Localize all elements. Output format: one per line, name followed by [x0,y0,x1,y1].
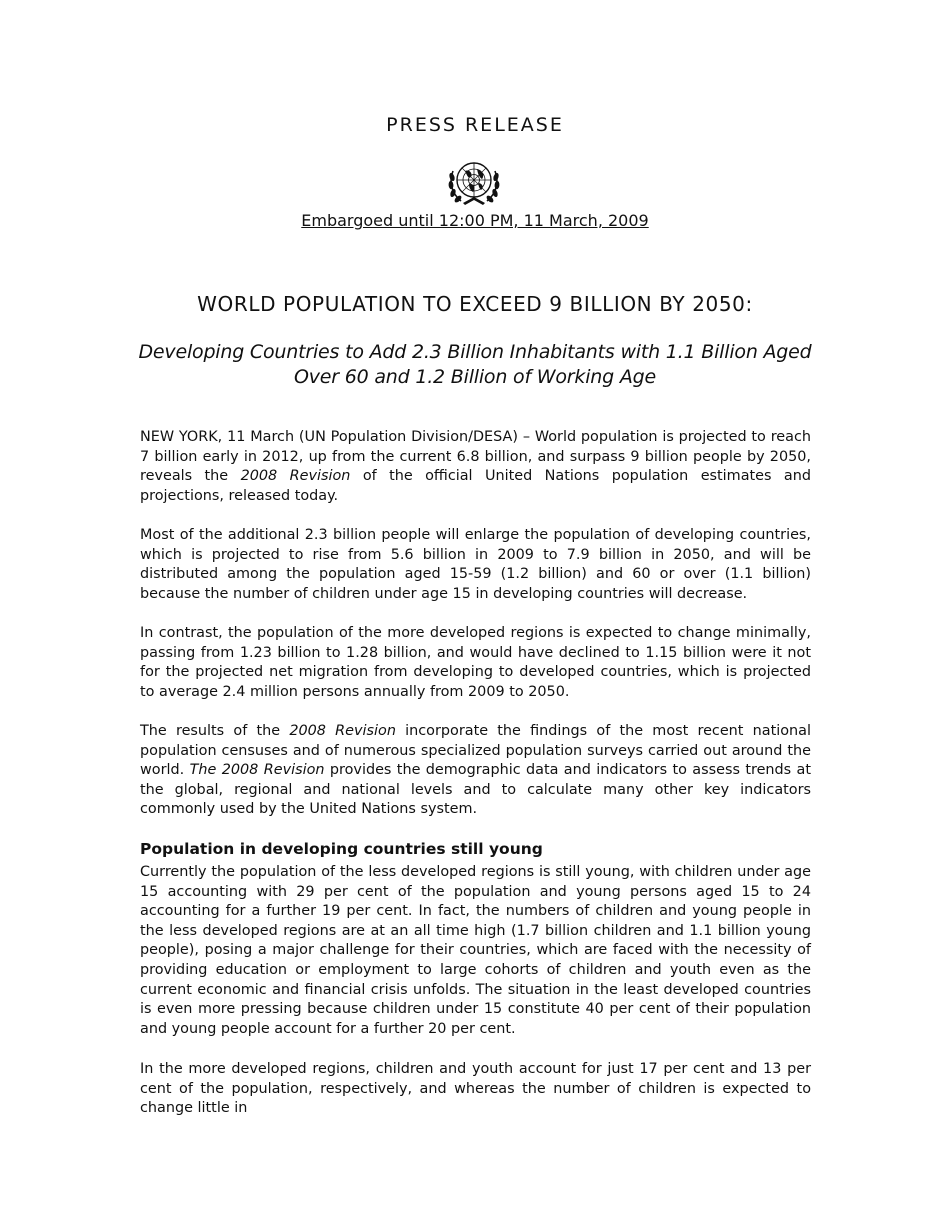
paragraph-4-text-a: The results of the [140,723,290,739]
embargo-notice: Embargoed until 12:00 PM, 11 March, 2009 [301,211,649,230]
paragraph-3-text: In contrast, the population of the more developed regions is expected to change minimally, passing from 1.23 billion to 1.28 billion, and would have declined to 1.15 billion were it not for the projected net migration from developing to developed countries, which is projected to average 2.4 million persons annually from 2009 to 2050. [140,625,811,700]
paragraph-1-text-a: NEW YORK, 11 March (UN Population Division/DESA) – World population is projected to reach 7 billion early in 2012, up from the current 6.8 billion, and surpass 9 billion people by 2050, reveals the [140,429,811,485]
paragraph-4-emphasis-2: The 2008 Revision [189,762,325,779]
paragraph-5 [140,863,811,1039]
paragraph-1-text-b: of the official United Nations population estimates and projections, released today. [140,468,811,504]
paragraph-4-text-c: provides the demographic data and indicators to assess trends at the global, regional and national levels and to calculate many other key indicators commonly used by the United Nations system. [140,762,812,818]
subheadline: Developing Countries to Add 2.3 Billion Inhabitants with 1.1 Billion Aged Over 60 and 1.2 Billion of Working Age [138,341,812,388]
un-emblem-icon [443,157,505,209]
paragraph-2-text: Most of the additional 2.3 billion people will enlarge the population of developing countries, which is projected to rise from 5.6 billion in 2009 to 7.9 billion in 2050, and will be distributed among the population aged 15-59 (1.2 billion) and 60 or over (1.1 billion) because the number of children under age 15 in developing countries will decrease. [140,527,811,602]
press-release-label: PRESS RELEASE [386,114,564,136]
paragraph-4-text-b: incorporate the findings of the most recent national population censuses and of numerous specialized population surveys carried out around the world. [140,723,811,779]
paragraph-6 [140,1060,811,1119]
paragraph-2 [140,526,811,604]
paragraph-3 [140,624,811,702]
paragraph-4-emphasis-1: 2008 Revision [289,723,396,739]
headline: WORLD POPULATION TO EXCEED 9 BILLION BY 2050: [197,292,753,316]
paragraph-1-emphasis: 2008 Revision [240,468,351,485]
paragraph-4 [140,722,811,820]
paragraph-6-text: In the more developed regions, children and youth account for just 17 per cent and 13 per cent of the population, respectively, and whereas the number of children is expected to change little in [140,1061,811,1117]
paragraph-1 [140,428,811,506]
paragraph-5-text: Currently the population of the less developed regions is still young, with children under age 15 accounting with 29 per cent of the population and young persons aged 15 to 24 accounting for a further 19 per cent. In fact, the numbers of children and young people in the less developed regions are at an all time high (1.7 billion children and 1.1 billion young people), posing a major challenge for their countries, which are faced with the necessity of providing education or employment to large cohorts of children and youth even as the current economic and financial crisis unfolds. The situation in the least developed countries is even more pressing because children under 15 constitute 40 per cent of their population and young people account for a further 20 per cent. [140,864,811,1037]
section-heading: Population in developing countries still young [140,840,543,858]
